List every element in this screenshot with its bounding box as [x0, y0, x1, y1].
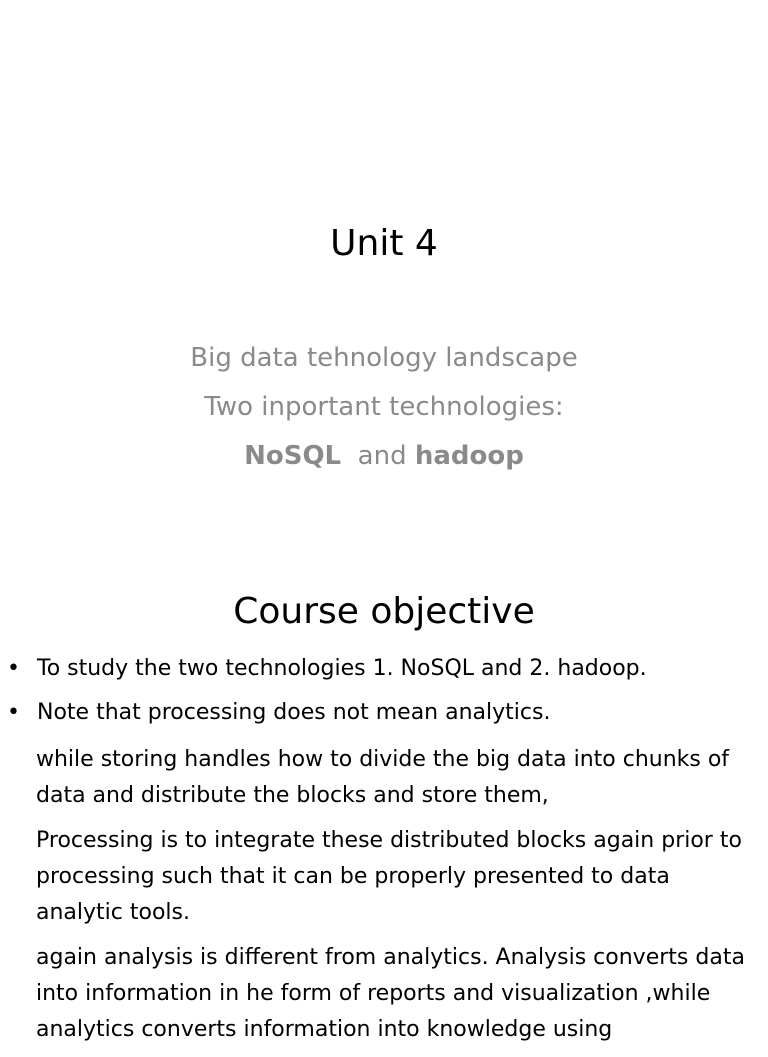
bullet-list: [0, 654, 768, 1057]
slide-subtitle: [0, 334, 768, 481]
slide-title: Course objective: [233, 591, 535, 632]
bullet-item: [0, 698, 768, 728]
paragraph: Processing is to integrate these distributed blocks again prior to processing such that it can be properly presented to data analytic tools.: [36, 828, 742, 925]
subtitle-nosql: NoSQL: [244, 441, 342, 471]
paragraph: again analysis is different from analytics. Analysis converts data into information in he form of reports and visualization ,while analytics converts information into knowledge using: [36, 945, 745, 1042]
bullet-text: Note that processing does not mean analytics.: [37, 700, 551, 725]
slide-title: Unit 4: [330, 223, 438, 264]
subtitle-line-2: Two inportant technologies:: [204, 392, 564, 422]
subtitle-line-1: Big data tehnology landscape: [190, 343, 578, 373]
bullet-dot-icon: •: [7, 700, 20, 725]
subtitle-line-3: [0, 432, 768, 481]
bullet-text: To study the two technologies 1. NoSQL and 2. hadoop.: [37, 656, 647, 681]
subtitle-and: and: [341, 441, 415, 471]
subtitle-hadoop: hadoop: [414, 441, 524, 471]
paragraph: while storing handles how to divide the big data into chunks of data and distribute the blocks and store them,: [36, 747, 730, 808]
bullet-dot-icon: •: [7, 656, 20, 681]
bullet-item: [0, 654, 768, 684]
course-objective-slide: [0, 576, 768, 1042]
